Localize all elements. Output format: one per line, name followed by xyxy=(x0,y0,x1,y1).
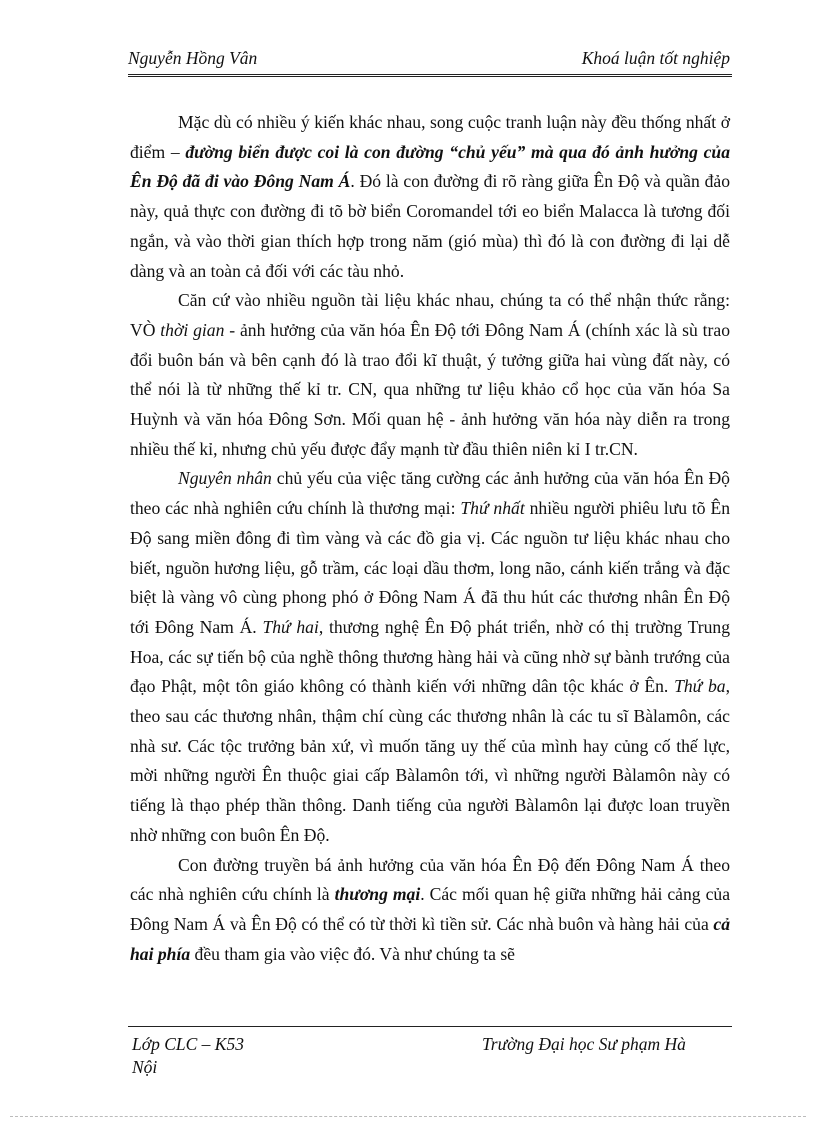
header-author: Nguyễn Hồng Vân xyxy=(128,48,258,68)
p3-emphasis-second: Thứ hai xyxy=(262,616,319,637)
header-doc-type: Khoá luận tốt nghiệp xyxy=(581,48,730,68)
paragraph-2 xyxy=(130,286,730,464)
p2-text-c: - ảnh hưởng của văn hóa Ên Độ tới Đông Nam Á (chính xác là sù trao đổi buôn bán và bên cạnh đó là trao đổi kĩ thuật, ý tưởng giữa hai vùng đất này, có thể nói là từ những thế kỉ tr. CN, qua những tư liệu khảo cổ học của văn hóa Sa Huỳnh và văn hóa Đông Sơn. Mối quan hệ - ảnh hưởng văn hóa này diễn ra trong nhiều thế kỉ, nhưng chủ yếu được đẩy mạnh từ đầu thiên niên kỉ I tr.CN. xyxy=(130,319,730,459)
p4-emphasis-trade: thương mại xyxy=(334,884,421,905)
p1-text-a: Mặc dù có nhiều ý kiến khác nhau, song cuộc tranh luận này đều thống nhất ở điểm – xyxy=(130,112,730,162)
p1-emphasis: đường biển được coi là con đường “chủ yếu” mà qua đó ảnh hưởng của Ên Độ đã đi vào Đông Nam Á xyxy=(130,141,730,192)
page-header xyxy=(128,46,732,77)
p3-text-f: , thương nghệ Ên Độ phát triển, nhờ có thị trường Trung Hoa, các sự tiến bộ của nghề thông thương hàng hải và cũng nhờ sự bành trướng của đạo Phật, một tôn giáo không có thành kiến với những dân tộc khác ở Ên. xyxy=(130,616,730,697)
p3-text-b: chủ yếu của việc tăng cường các ảnh hưởng của văn hóa Ên Độ theo các nhà nghiên cứu chính là thương mại: xyxy=(130,468,730,519)
footer-class: Lớp CLC – K53 xyxy=(132,1034,244,1054)
p2-emphasis: thời gian xyxy=(160,319,225,340)
paragraph-3 xyxy=(130,464,730,850)
p4-text-a: Con đường truyền bá ảnh hưởng của văn hóa Ên Độ đến Đông Nam Á theo các nhà nghiên cứu chính là xyxy=(130,854,730,905)
page-footer xyxy=(132,1033,732,1079)
footer-school-cont: Nội xyxy=(132,1057,158,1077)
p3-emphasis-cause: Nguyên nhân xyxy=(178,468,272,489)
p4-text-c: . Các mối quan hệ giữa những hải cảng của Đông Nam Á và Ên Độ có thể có từ thời kì tiền sử. Các nhà buôn và hàng hải của xyxy=(130,884,730,934)
p3-text-d: nhiều người phiêu lưu tõ Ên Độ sang miền đông đi tìm vàng và các đồ gia vị. Các nguồn tư liệu khác nhau cho biết, nguồn hương liệu, gỗ trầm, các loại dầu thơm, long não, cánh kiến trắng và đặc biệt là vàng vô cùng phong phó ở Đông Nam Á đã thu hút các thương nhân Ên Độ tới Đông Nam Á. xyxy=(130,498,731,637)
paragraph-4 xyxy=(130,851,730,970)
p4-emphasis-both-sides: cả hai phía xyxy=(130,913,730,964)
p2-text-a: Căn cứ vào nhiều nguồn tài liệu khác nhau, chúng ta có thể nhận thức rằng: VÒ xyxy=(130,290,730,340)
footer-divider xyxy=(128,1026,732,1027)
p3-emphasis-first: Thứ nhất xyxy=(460,498,525,519)
p3-text-h: , theo sau các thương nhân, thậm chí cùng các thương nhân là các tu sĩ Bàlamôn, các nhà sư. Các tộc trưởng bản xứ, vì muốn tăng uy thế của mình hay củng cố thế lực, mời những người Ên thuộc giai cấp Bàlamôn tới, vì những người Bàlamôn này có tiếng là thạo phép thần thông. Danh tiếng của người Bàlamôn lại được loan truyền nhờ những con buôn Ên Độ. xyxy=(130,676,730,845)
paragraph-1 xyxy=(130,108,730,286)
p4-text-e: đều tham gia vào việc đó. Và như chúng ta sẽ xyxy=(190,943,515,964)
page-break-line xyxy=(10,1116,806,1117)
p3-emphasis-third: Thứ ba xyxy=(674,676,726,697)
page-body xyxy=(130,108,730,969)
footer-school: Trường Đại học Sư phạm Hà xyxy=(482,1034,686,1054)
p1-text-c: . Đó là con đường đi rõ ràng giữa Ên Độ và quần đảo này, quả thực con đường đi tõ bờ biển Coromandel tới eo biển Malacca là tương đối ngắn, và vào thời gian thích hợp trong năm (gió mùa) thì đó là con đường đi lại dễ dàng và an toàn cả đối với các tàu nhỏ. xyxy=(130,171,731,281)
